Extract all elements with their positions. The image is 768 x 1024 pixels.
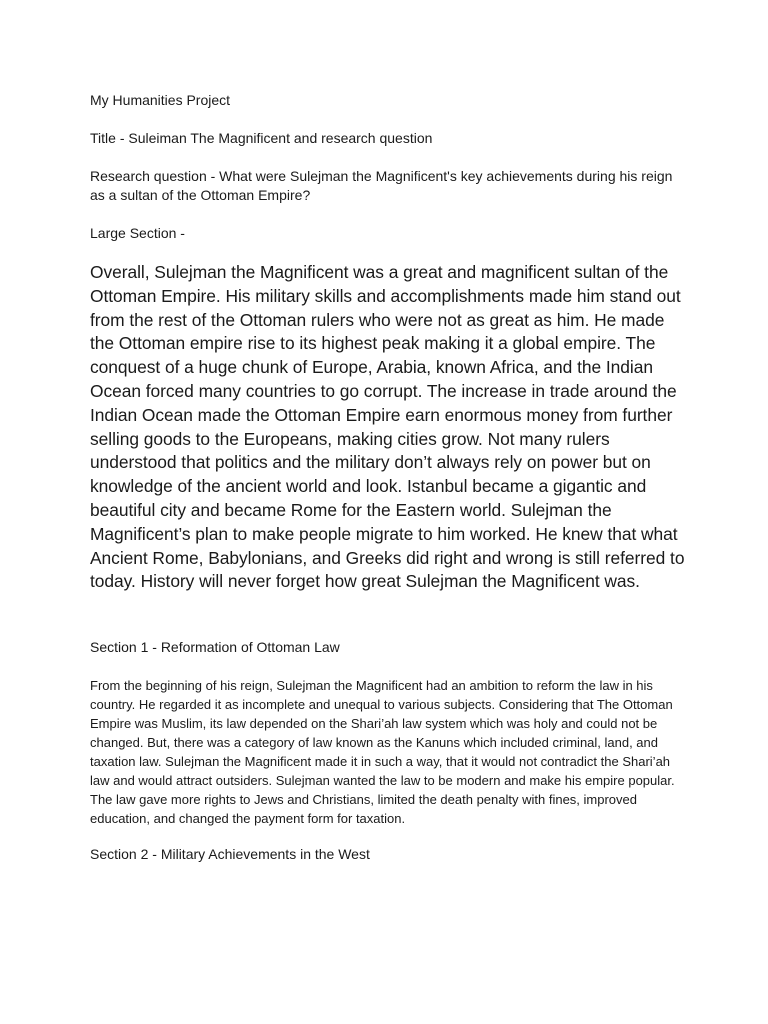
large-section-heading: Large Section - [90, 225, 185, 241]
section1-text: From the beginning of his reign, Sulejman the Magnificent had an ambition to reform the law in his country. He regarded it as incomplete and unequal to various subjects. Considering that The Ottoman Empire was Muslim, its law depended on the Shari’ah law system which was holy and could not be changed. But, there was a category of law known as the Kanuns which included criminal, land, and taxation law. Sulejman the Magnificent made it in such a way, that it would not contradict the Shari’ah law and would attract outsiders. Sulejman wanted the law to be modern and make his empire popular. The law gave more rights to Jews and Christians, limited the death penalty with fines, improved education, and changed the payment form for taxation. [90, 678, 675, 826]
large-section-text: Overall, Sulejman the Magnificent was a great and magnificent sultan of the Ottoman Empire. His military skills and accomplishments made him stand out from the rest of the Ottoman rulers who were not as great as him. He made the Ottoman empire rise to its highest peak making it a global empire. The conquest of a huge chunk of Europe, Arabia, known Africa, and the Indian Ocean forced many countries to go corrupt. The increase in trade around the Indian Ocean made the Ottoman Empire earn enormous money from further selling goods to the Europeans, making cities grow. Not many rulers understood that politics and the military don’t always rely on power but on knowledge of the ancient world and look. Istanbul became a gigantic and beautiful city and became Rome for the Eastern world. Sulejman the Magnificent’s plan to make people migrate to him worked. He knew that what Ancient Rome, Babylonians, and Greeks did right and wrong is still referred to today. History will never forget how great Sulejman the Magnificent was. [90, 262, 685, 592]
research-question: Research question - What were Sulejman the Magnificent's key achievements during his reign as a sultan of the Ottoman Empire? [90, 168, 673, 203]
section1-heading: Section 1 - Reformation of Ottoman Law [90, 639, 340, 655]
section2-heading: Section 2 - Military Achievements in the West [90, 846, 370, 862]
title-line: Title - Suleiman The Magnificent and research question [90, 130, 433, 146]
project-title: My Humanities Project [90, 92, 231, 108]
